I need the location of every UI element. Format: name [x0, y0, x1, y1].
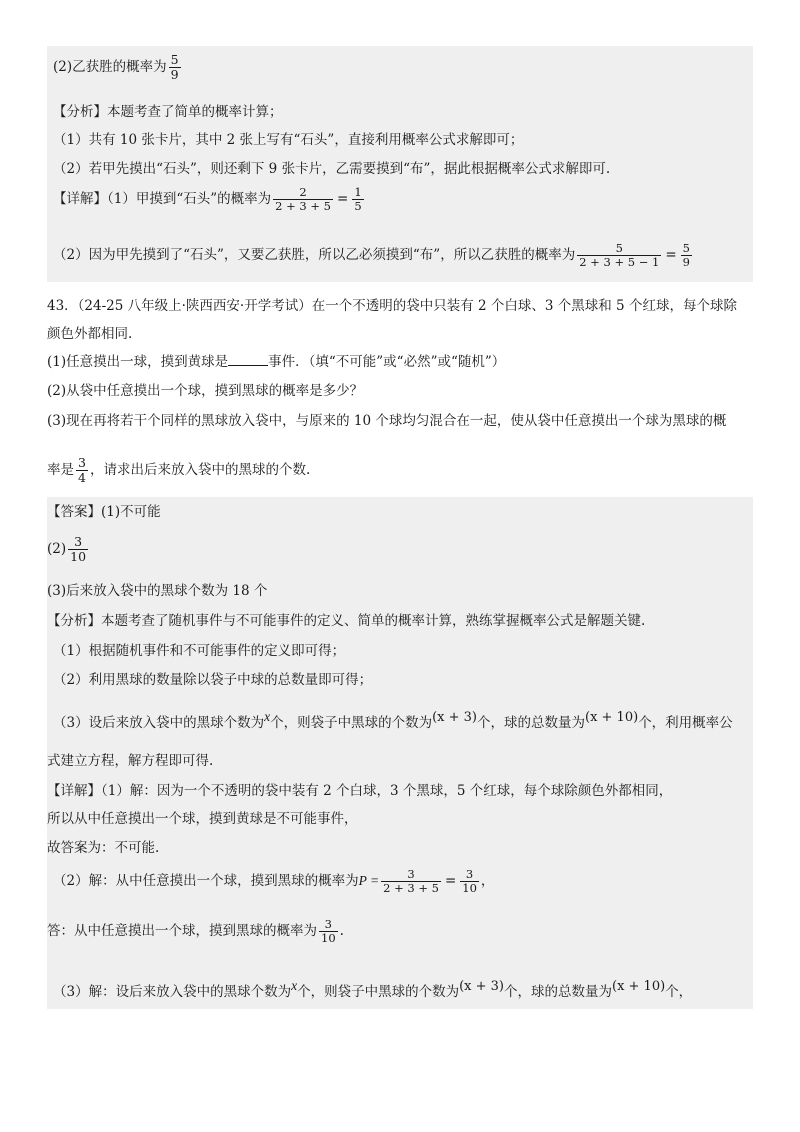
text: 个， — [665, 984, 693, 1000]
analysis-item-1: （1）共有 10 张卡片，其中 2 张上写有“石头”，直接利用概率公式求解即可； — [53, 132, 524, 148]
fraction — [319, 918, 338, 945]
question-part-3-cont — [47, 456, 310, 485]
question-part-1 — [47, 353, 505, 371]
text: （3）解：设后来放入袋中的黑球个数为 — [53, 984, 292, 1000]
text: 个，球的总数量为 — [477, 715, 585, 731]
text: (2) — [47, 541, 67, 557]
analysis-2-item-2: （2）利用黑球的数量除以袋子中球的总数量即可得； — [53, 672, 373, 688]
detail-line-2 — [53, 242, 694, 269]
denominator: 2 + 3 + 5 — [383, 881, 439, 895]
variable: x — [291, 978, 298, 993]
numerator: 5 — [615, 241, 623, 255]
answer-part-3: (3)后来放入袋中的黑球个数为 18 个 — [47, 583, 268, 599]
denominator: 9 — [682, 255, 690, 269]
fraction — [381, 868, 441, 895]
text: 事件．（填“不可能”或“必然”或“随机”） — [268, 354, 506, 370]
numerator: 5 — [682, 241, 690, 255]
denominator: 2 + 3 + 5 — [275, 199, 331, 213]
detail-2-line-6 — [53, 977, 692, 1001]
numerator: 1 — [354, 185, 362, 199]
equals: = — [444, 873, 457, 889]
denominator: 10 — [321, 931, 336, 945]
detail-2-line-1: 【详解】（1）解：因为一个不透明的袋中装有 2 个白球，3 个黑球，5 个红球，每个球除颜色外都相同， — [47, 783, 673, 799]
text: 个，则袋子中黑球的个数为 — [297, 984, 460, 1000]
text: 个，球的总数量为 — [504, 984, 612, 1000]
text: ， — [480, 873, 495, 889]
numerator: 5 — [170, 52, 179, 67]
variable: x — [264, 709, 271, 724]
detail-2-line-3: 故答案为：不可能. — [47, 840, 160, 856]
text: （2）解：从中任意摸出一个球，摸到黑球的概率为 — [53, 873, 359, 889]
answer-line-2 — [53, 53, 183, 82]
fraction — [577, 242, 661, 269]
text: ，请求出后来放入袋中的黑球的个数. — [89, 462, 311, 478]
numerator: 3 — [407, 867, 415, 881]
variable: P = — [358, 873, 380, 888]
numerator: 3 — [78, 455, 86, 470]
answer-heading: 【答案】(1)不可能 — [47, 504, 161, 520]
text: 率是 — [47, 462, 74, 478]
equals: = — [665, 247, 677, 263]
fraction — [681, 242, 692, 269]
expression: (x + 3) — [432, 710, 477, 725]
expression: (x + 3) — [459, 979, 504, 994]
numerator: 2 — [299, 185, 307, 199]
denominator: 10 — [462, 881, 477, 895]
fraction — [68, 535, 88, 564]
detail-2-line-5 — [47, 918, 344, 945]
denominator: 9 — [170, 67, 179, 82]
text: 个，则袋子中黑球的个数为 — [270, 715, 433, 731]
text: 答：从中任意摸出一个球，摸到黑球的概率为 — [47, 923, 317, 939]
question-part-2: (2)从袋中任意摸出一个球，摸到黑球的概率是多少？ — [47, 383, 364, 399]
text: 个，利用概率公 — [638, 715, 733, 731]
fraction — [76, 456, 88, 485]
fill-blank — [228, 353, 268, 366]
text: (2)乙获胜的概率为 — [53, 59, 167, 75]
text: （3）设后来放入袋中的黑球个数为 — [53, 715, 265, 731]
detail-2-line-4 — [53, 868, 494, 895]
analysis-heading-2: 【分析】本题考查了随机事件与不可能事件的定义、简单的概率计算，熟练掌握概率公式是解题关键. — [47, 613, 646, 629]
text: (1)任意摸出一球，摸到黄球是 — [47, 354, 229, 370]
fraction — [169, 53, 181, 82]
analysis-2-item-3-cont: 式建立方程，解方程即可得. — [47, 753, 214, 769]
denominator: 10 — [70, 549, 87, 564]
text: 【详解】（1）甲摸到“石头”的概率为 — [53, 191, 272, 207]
denominator: 5 — [354, 199, 362, 213]
analysis-heading: 【分析】本题考查了简单的概率计算； — [53, 104, 283, 120]
denominator: 4 — [78, 470, 86, 485]
equals: = — [337, 191, 349, 207]
expression: (x + 10) — [612, 979, 666, 994]
question-part-3: (3)现在再将若干个同样的黑球放入袋中，与原来的 10 个球均匀混合在一起，使从袋中任意摸出一个球为黑球的概 — [47, 413, 727, 429]
analysis-2-item-1: （1）根据随机事件和不可能事件的定义即可得； — [53, 643, 346, 659]
detail-line-1 — [53, 186, 366, 213]
detail-2-line-2: 所以从中任意摸出一个球，摸到黄球是不可能事件， — [47, 811, 358, 827]
denominator: 2 + 3 + 5 − 1 — [579, 255, 660, 269]
answer-part-2 — [47, 535, 90, 564]
fraction — [352, 186, 363, 213]
numerator: 3 — [324, 917, 332, 931]
question-43-line-2: 颜色外都相同. — [47, 326, 133, 342]
question-43-line-1: 43．（24-25 八年级上·陕西西安·开学考试）在一个不透明的袋中只装有 2 个白球、3 个黑球和 5 个红球，每个球除 — [47, 298, 737, 314]
numerator: 3 — [74, 534, 83, 549]
expression: (x + 10) — [585, 710, 639, 725]
fraction — [460, 868, 479, 895]
analysis-2-item-3 — [53, 708, 733, 732]
fraction — [273, 186, 333, 213]
text: （2）因为甲先摸到了“石头”，又要乙获胜，所以乙必须摸到“布”，所以乙获胜的概率为 — [53, 247, 576, 263]
numerator: 3 — [465, 867, 474, 881]
text: . — [339, 923, 344, 939]
analysis-item-2: （2）若甲先摸出“石头”，则还剩下 9 张卡片，乙需要摸到“布”，据此根据概率公式求解即可. — [53, 161, 611, 177]
